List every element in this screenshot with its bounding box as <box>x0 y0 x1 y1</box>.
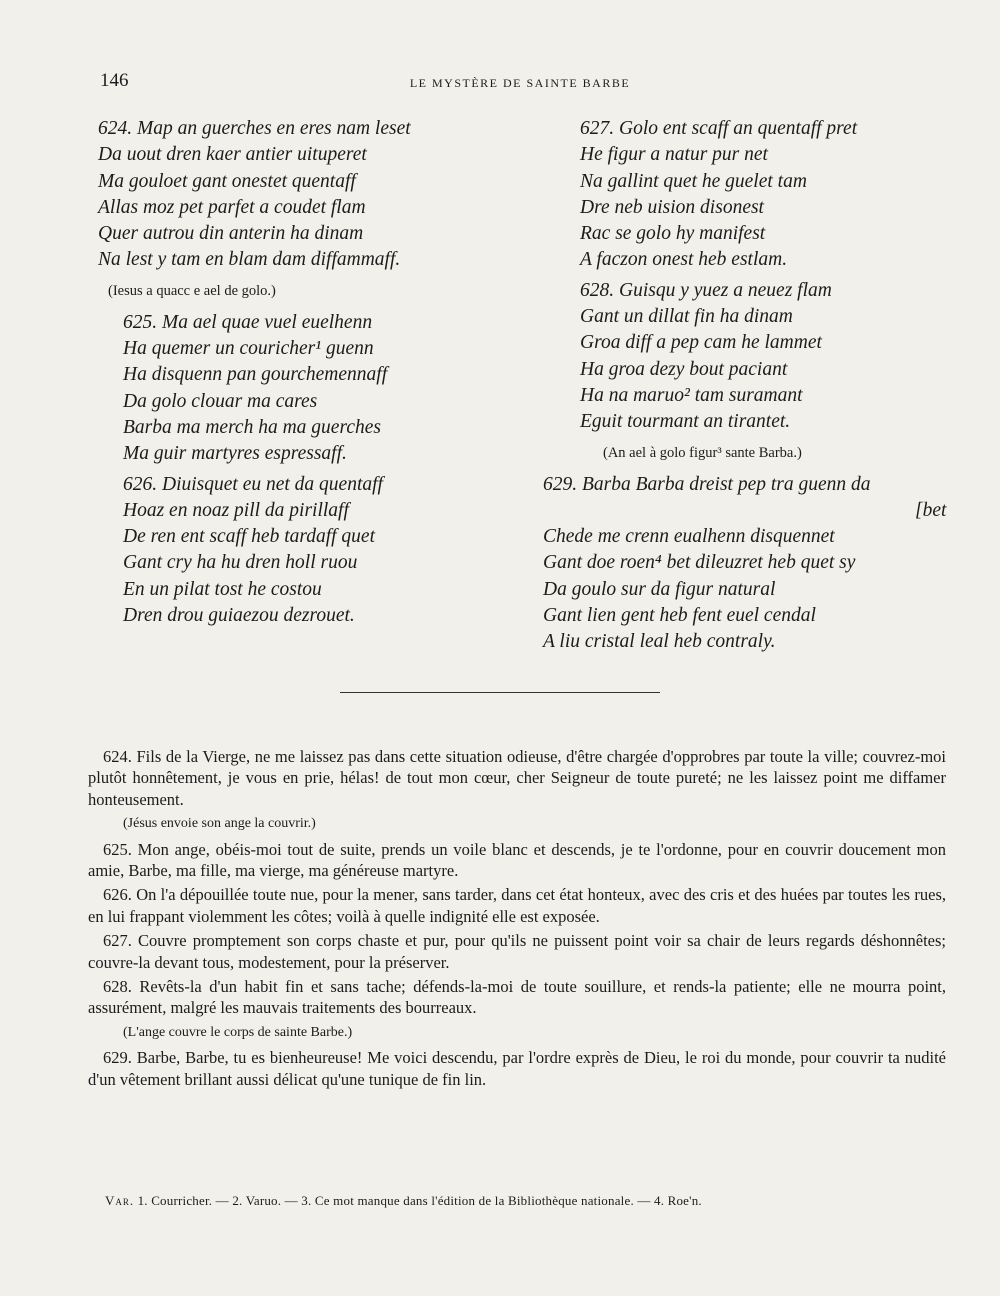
french-translation <box>88 746 946 1093</box>
stage-direction: (L'ange couvre le corps de sainte Barbe.) <box>123 1024 353 1040</box>
verse-line: Rac se golo hy manifest <box>580 223 766 245</box>
verse-line: Ma gouloet gant onestet quentaff <box>98 170 356 192</box>
variants-label: Var. <box>105 1193 135 1208</box>
page-header <box>100 70 940 100</box>
verse-line: Hoaz en noaz pill da pirillaff <box>123 499 349 521</box>
verse-line: Allas moz pet parfet a coudet flam <box>98 196 366 218</box>
verse-line: Gant cry ha hu dren holl ruou <box>123 552 358 574</box>
translation-paragraph: 626. On l'a dépouillée toute nue, pour la mener, sans tarder, dans cet état honteux, avec des cris et des huées par toutes les rues, en lui frappant violemment les côtes; voilà à quelle indignité elle est exposée. <box>88 885 946 926</box>
verse-line: Quer autrou din anterin ha dinam <box>98 223 364 245</box>
verse-line: Ha groa dezy bout paciant <box>580 358 788 380</box>
verse-line: Na gallint quet he guelet tam <box>580 170 807 192</box>
verse-line: Chede me crenn eualhenn disquennet <box>543 526 835 548</box>
translation-paragraph: 628. Revêts-la d'un habit fin et sans tache; défends-la-moi de toute souillure, et rends-la patiente; elle ne mourra point, assurément, malgré les mauvais traitements des bourreaux. <box>88 977 946 1018</box>
verse-line: Ma guir martyres espressaff. <box>123 443 347 465</box>
verse-line: 624. Map an guerches en eres nam leset <box>98 118 411 139</box>
verse-line: He figur a natur pur net <box>580 144 768 166</box>
verse-line: De ren ent scaff heb tardaff quet <box>123 526 376 548</box>
verse-line: Ha disquenn pan gourchemennaff <box>123 364 388 386</box>
variants-text: 1. Courricher. — 2. Varuo. — 3. Ce mot manque dans l'édition de la Bibliothèque nationale. — 4. Roe'n. <box>134 1193 702 1208</box>
verse-line: Da golo clouar ma cares <box>123 390 318 412</box>
breton-verse-left-column <box>98 116 498 633</box>
verse-line: A liu cristal leal heb contraly. <box>543 631 776 653</box>
verse-line: En un pilat tost he costou <box>123 578 322 600</box>
stanza-628 <box>543 278 963 436</box>
translation-paragraph: 627. Couvre promptement son corps chaste et pur, pour qu'ils ne puissent point voir sa chair de leurs regards déshonnêtes; couvre-la devant tous, modestement, pour la préserver. <box>88 931 946 972</box>
verse-line: Eguit tourmant an tirantet. <box>580 411 791 433</box>
stanza-625 <box>98 310 498 468</box>
verse-line: 629. Barba Barba dreist pep tra guenn da <box>543 473 871 495</box>
stanza-624 <box>98 116 498 274</box>
translation-paragraph: 625. Mon ange, obéis-moi tout de suite, prends un voile blanc et descends, je te l'ordonne, pour en couvrir doucement mon amie, Barbe, ma fille, ma vierge, ma généreuse martyre. <box>88 839 946 881</box>
verse-line: Da uout dren kaer antier uituperet <box>98 144 367 166</box>
verse-line: Dre neb uision disonest <box>580 196 764 218</box>
stanza-626 <box>98 472 498 630</box>
breton-verse-right-column <box>543 116 963 660</box>
verse-line: Da goulo sur da figur natural <box>543 578 776 600</box>
verse-line: 625. Ma ael quae vuel euelhenn <box>123 311 373 333</box>
verse-line: A faczon onest heb estlam. <box>580 249 788 271</box>
section-divider <box>340 692 660 693</box>
stage-direction: (Jésus envoie son ange la couvrir.) <box>123 816 316 832</box>
verse-line: Gant lien gent heb fent euel cendal <box>543 605 816 627</box>
verse-line: 628. Guisqu y yuez a neuez flam <box>580 279 832 301</box>
verse-line-runover: [bet <box>915 499 947 521</box>
verse-line: Barba ma merch ha ma guerches <box>123 416 381 438</box>
running-title: LE MYSTÈRE DE SAINTE BARBE <box>409 76 631 90</box>
verse-line: 627. Golo ent scaff an quentaff pret <box>580 118 858 139</box>
verse-line: Groa diff a pep cam he lammet <box>580 332 822 354</box>
verse-line: Ha quemer un couricher¹ guenn <box>123 338 374 360</box>
page-number: 146 <box>100 70 129 91</box>
stage-direction: (Iesus a quacc e ael de golo.) <box>108 282 276 299</box>
verse-line: Dren drou guiaezou dezrouet. <box>123 605 355 627</box>
stanza-627 <box>543 116 963 274</box>
stage-direction: (An ael à golo figur³ sante Barba.) <box>603 444 802 461</box>
verse-line: Gant un dillat fin ha dinam <box>580 306 793 328</box>
verse-line: Ha na maruo² tam suramant <box>580 384 803 406</box>
verse-line: Gant doe roen⁴ bet dileuzret heb quet sy <box>543 552 856 574</box>
verse-line: 626. Diuisquet eu net da quentaff <box>123 473 383 495</box>
variant-readings-footnote <box>105 1193 955 1209</box>
stanza-629 <box>543 472 963 656</box>
verse-line: Na lest y tam en blam dam diffammaff. <box>98 249 401 271</box>
translation-paragraph: 629. Barbe, Barbe, tu es bienheureuse! Me voici descendu, par l'ordre exprès de Dieu, le roi du monde, pour couvrir ta nudité d'un vêtement brillant aussi délicat qu'une tunique de fin lin. <box>88 1048 946 1089</box>
translation-paragraph: 624. Fils de la Vierge, ne me laissez pas dans cette situation odieuse, d'être chargée d'opprobres par toute la ville; couvrez-moi plutôt honnêtement, je vous en prie, hélas! de tout mon cœur, cher Seigneur de toute pureté; ne les laissez point me diffamer honteusement. <box>88 747 946 809</box>
